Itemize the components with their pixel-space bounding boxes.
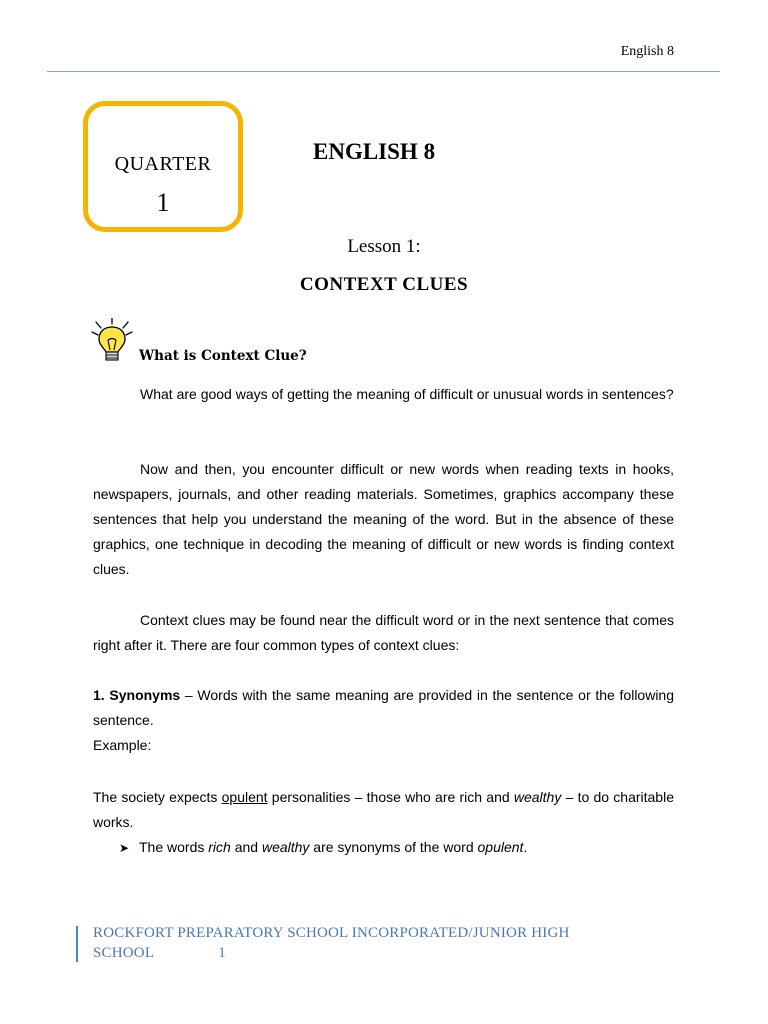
- example-sentence: [93, 785, 674, 835]
- example-italic-word: wealthy: [513, 789, 562, 805]
- intro-paragraph: Now and then, you encounter difficult or new words when reading texts in hooks, newspapers, journals, and other reading materials. Sometimes, graphics accompany these sentences that help you understand the meaning of the word. But in the absence of these graphics, one technique in decoding the meaning of difficult or new words is finding context clues.: [93, 461, 674, 577]
- example-explanation: [119, 835, 527, 861]
- section-heading: What is Context Clue?: [139, 348, 307, 364]
- explanation-italic-opulent: opulent: [477, 839, 524, 855]
- lesson-title: CONTEXT CLUES: [299, 274, 469, 295]
- quarter-box: [83, 101, 243, 232]
- synonyms-label: 1. Synonyms: [93, 687, 181, 703]
- intro-question: What are good ways of getting the meaning of difficult or unusual words in sentences?: [140, 386, 674, 402]
- explanation-text-1: The words: [139, 839, 209, 855]
- document-title: ENGLISH 8: [313, 139, 436, 164]
- example-underlined-word: opulent: [221, 789, 268, 805]
- example-text-2: personalities – those who are rich and: [267, 789, 514, 805]
- header-rule: [47, 71, 720, 72]
- example-label: Example:: [93, 737, 152, 753]
- explanation-italic-rich: rich: [208, 839, 231, 855]
- arrowhead-bullet-icon: ➤: [119, 841, 130, 855]
- types-paragraph: Context clues may be found near the difficult word or in the next sentence that comes right after it. There are four common types of context clues:: [93, 612, 674, 653]
- header-label: English 8: [620, 44, 674, 59]
- example-text-1: The society expects: [93, 789, 222, 805]
- explanation-text-and: and: [230, 839, 262, 855]
- lightbulb-icon: [88, 318, 136, 364]
- explanation-italic-wealthy: wealthy: [261, 839, 310, 855]
- explanation-end: .: [523, 839, 528, 855]
- footer-bar: [76, 926, 78, 962]
- example-text-3: – to do charitable works.: [93, 789, 674, 830]
- footer-page-number: 1: [218, 945, 226, 961]
- explanation-text-2: are synonyms of the word: [309, 839, 478, 855]
- quarter-number: 1: [156, 188, 170, 217]
- lesson-number: Lesson 1:: [347, 236, 421, 257]
- footer-school: ROCKFORT PREPARATORY SCHOOL INCORPORATED/JUNIOR HIGH SCHOOL: [93, 925, 570, 961]
- quarter-label: QUARTER: [114, 153, 212, 175]
- synonyms-definition: [93, 683, 674, 733]
- synonyms-definition-text: – Words with the same meaning are provided in the sentence or the following sentence.: [93, 687, 675, 728]
- footer: [93, 923, 653, 963]
